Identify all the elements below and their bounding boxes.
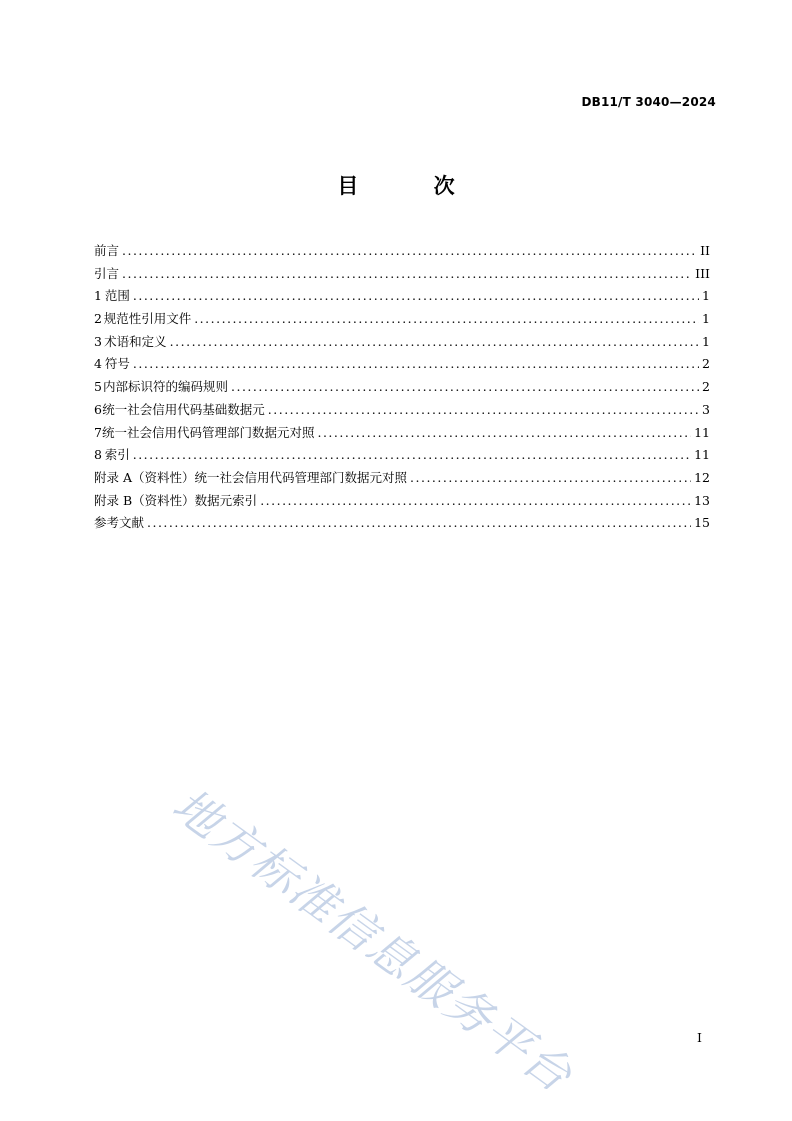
- dot-leader: [170, 331, 699, 354]
- toc-entry-page: 2: [702, 356, 710, 372]
- toc-entry[interactable]: [94, 353, 710, 376]
- toc-entry-label: 统一社会信用代码管理部门数据元对照: [101, 424, 315, 440]
- toc-entry[interactable]: [94, 285, 710, 308]
- toc-entry-page: 1: [702, 311, 710, 327]
- dot-leader: [260, 490, 691, 513]
- toc-entry-page: 11: [694, 447, 710, 463]
- toc-entry-number: 4: [94, 356, 102, 372]
- toc-title: 目 次: [337, 174, 489, 198]
- toc-entry-appendix-prefix: 附录 A（资料性）: [94, 469, 195, 485]
- toc-entry-label: 前言: [94, 243, 120, 258]
- toc-entry-page: II: [700, 243, 710, 258]
- toc-entry-number: 3: [94, 333, 102, 349]
- dot-leader: [268, 399, 699, 422]
- document-code: DB11/T 3040—2024: [581, 95, 716, 109]
- dot-leader: [147, 512, 691, 535]
- toc-entry-page: 2: [702, 379, 710, 395]
- toc-entry[interactable]: [94, 399, 710, 422]
- toc-entry-number: 6: [94, 401, 102, 417]
- table-of-contents: [94, 240, 710, 535]
- toc-entry-label: 术语和定义: [104, 333, 167, 349]
- toc-entry[interactable]: [94, 263, 710, 286]
- toc-entry[interactable]: [94, 308, 710, 331]
- toc-entry-label: 规范性引用文件: [103, 311, 192, 327]
- toc-entry-page: III: [695, 265, 710, 281]
- toc-entry[interactable]: [94, 376, 710, 399]
- toc-entry-label: 数据元索引: [194, 492, 258, 508]
- toc-entry-number: 2: [94, 311, 102, 327]
- page-number: I: [697, 1030, 702, 1045]
- toc-entry[interactable]: [94, 512, 710, 535]
- dot-leader: [194, 308, 699, 331]
- toc-entry-page: 1: [702, 288, 710, 304]
- dot-leader: [133, 444, 691, 467]
- toc-entry-label: 符号: [104, 356, 130, 372]
- toc-entry[interactable]: [94, 490, 710, 513]
- toc-entry-page: 1: [702, 333, 710, 349]
- toc-entry-page: 12: [694, 469, 710, 485]
- toc-entry-page: 3: [702, 401, 710, 417]
- dot-leader: [231, 376, 699, 399]
- dot-leader: [410, 467, 691, 490]
- toc-entry-number: 7: [94, 424, 102, 440]
- toc-entry-number: 5: [94, 379, 102, 395]
- toc-entry[interactable]: [94, 240, 710, 263]
- dot-leader: [122, 240, 697, 263]
- toc-entry[interactable]: [94, 331, 710, 354]
- toc-entry-page: 11: [694, 424, 710, 440]
- dot-leader: [133, 353, 699, 376]
- toc-entry-page: 13: [694, 492, 710, 508]
- toc-entry[interactable]: [94, 422, 710, 445]
- toc-entry[interactable]: [94, 444, 710, 467]
- dot-leader: [317, 422, 691, 445]
- dot-leader: [133, 285, 699, 308]
- toc-entry-label: 统一社会信用代码基础数据元: [102, 401, 265, 417]
- toc-entry-label: 参考文献: [94, 515, 145, 531]
- toc-entry-label: 范围: [104, 288, 130, 304]
- toc-entry[interactable]: [94, 467, 710, 490]
- toc-entry-label: 索引: [104, 447, 130, 463]
- toc-entry-appendix-prefix: 附录 B（资料性）: [94, 492, 195, 508]
- watermark: 地方标准信息服务平台: [162, 777, 584, 1104]
- toc-entry-label: 内部标识符的编码规则: [102, 379, 228, 395]
- toc-entry-page: 15: [694, 515, 710, 531]
- toc-entry-number: 8: [94, 447, 102, 463]
- toc-entry-label: 统一社会信用代码管理部门数据元对照: [194, 469, 408, 485]
- toc-entry-number: 1: [94, 288, 102, 304]
- toc-entry-label: 引言: [94, 265, 120, 281]
- dot-leader: [122, 263, 692, 286]
